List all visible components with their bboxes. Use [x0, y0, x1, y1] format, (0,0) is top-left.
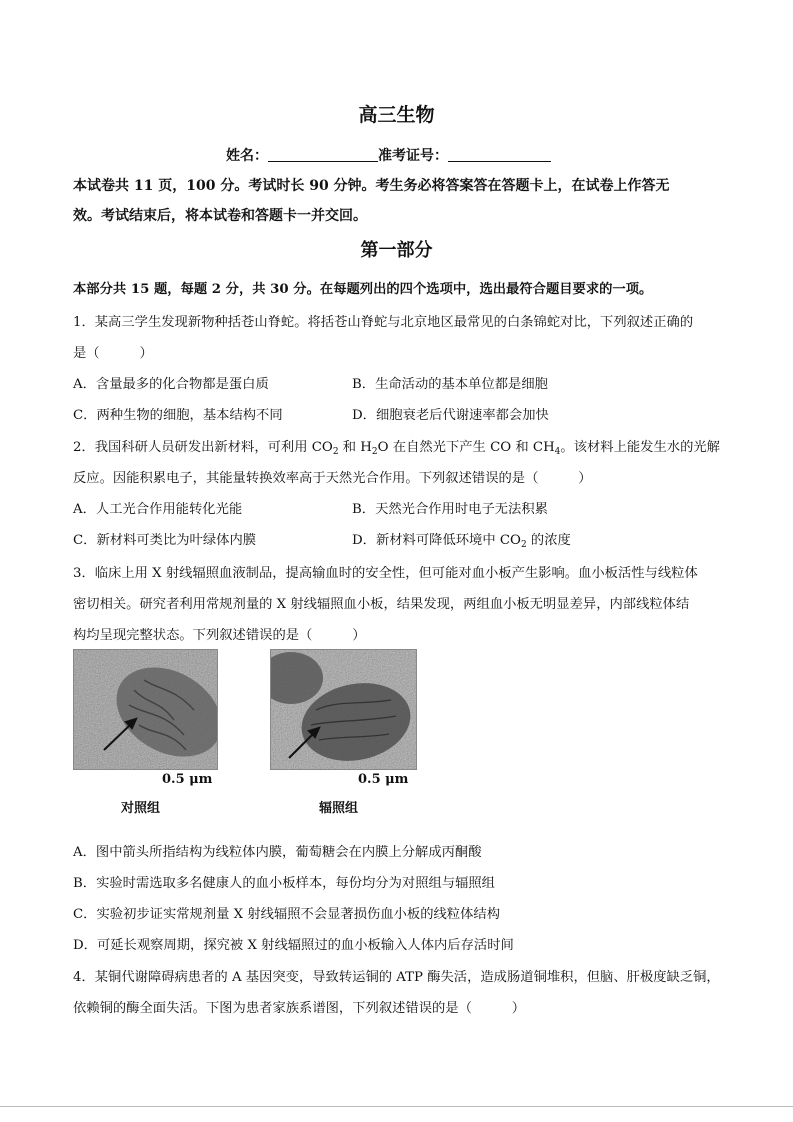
- micrograph-control: [73, 649, 218, 770]
- q2-option-a: A．人工光合作用能转化光能: [73, 502, 243, 517]
- q3-stem-line3: 构均呈现完整状态。下列叙述错误的是（ ）: [73, 628, 366, 643]
- q2-sub-1: 2: [332, 447, 339, 457]
- q1-stem-line1: 1．某高三学生发现新物种括苍山脊蛇。将括苍山脊蛇与北京地区最常见的白条锦蛇对比，下列叙述正确的: [73, 315, 694, 330]
- q1-option-c: C．两种生物的细胞，基本结构不同: [73, 408, 283, 423]
- caption-irradiated: 辐照组: [319, 801, 359, 816]
- micrograph-irradiated: [270, 649, 417, 770]
- q4-stem-line2: 依赖铜的酶全面失活。下图为患者家族系谱图，下列叙述错误的是（ ）: [73, 1001, 526, 1016]
- q2-option-b: B．天然光合作用时电子无法积累: [352, 502, 548, 517]
- instructions-line2: 效。考试结束后，将本试卷和答题卡一并交回。: [73, 208, 367, 224]
- micrograph-control-image: [74, 650, 217, 769]
- instructions-line1: 本试卷共 11 页，100 分。考试时长 90 分钟。考生务必将答案答在答题卡上，在试卷上作答无: [73, 178, 670, 194]
- q2-text-c: O 在自然光下产生 CO 和 CH: [377, 440, 555, 455]
- scale-bar-control: 0.5 μm: [162, 772, 213, 787]
- part-intro: 本部分共 15 题，每题 2 分，共 30 分。在每题列出的四个选项中，选出最符合题目要求的一项。: [73, 282, 653, 297]
- q1-option-b: B．生命活动的基本单位都是细胞: [352, 377, 548, 392]
- q3-option-c: C．实验初步证实常规剂量 X 射线辐照不会显著损伤血小板的线粒体结构: [73, 907, 500, 922]
- q2-option-c: C．新材料可类比为叶绿体内膜: [73, 533, 257, 548]
- exam-no-label: 准考证号：: [378, 148, 448, 164]
- q1-option-a: A．含量最多的化合物都是蛋白质: [73, 377, 269, 392]
- name-row: [226, 145, 551, 165]
- exam-no-blank: [448, 147, 551, 162]
- q2-sub-3: 4: [554, 447, 561, 457]
- q3-option-b: B．实验时需选取多名健康人的血小板样本，每份均分为对照组与辐照组: [73, 876, 495, 891]
- page-footer-divider: [0, 1106, 793, 1107]
- scale-bar-irradiated: 0.5 μm: [358, 772, 409, 787]
- q2-text-d: 。该材料上能发生水的光解: [560, 440, 720, 455]
- q2-sub-2: 2: [371, 447, 378, 457]
- q2-text-b: 和 H: [338, 440, 372, 455]
- q2-option-d-text-a: D．新材料可降低环境中 CO: [352, 533, 521, 548]
- q2-option-d: [352, 529, 571, 548]
- q2-stem-line1: [73, 436, 720, 455]
- q2-stem-line2: 反应。因能积累电子，其能量转换效率高于天然光合作用。下列叙述错误的是（ ）: [73, 471, 592, 486]
- q1-option-d: D．细胞衰老后代谢速率都会加快: [352, 408, 549, 423]
- q1-stem-line2: 是（ ）: [73, 346, 153, 361]
- caption-control: 对照组: [121, 801, 161, 816]
- q3-option-a: A．图中箭头所指结构为线粒体内膜，葡萄糖会在内膜上分解成丙酮酸: [73, 845, 482, 860]
- q4-stem-line1: 4．某铜代谢障碍病患者的 A 基因突变，导致转运铜的 ATP 酶失活，造成肠道铜堆积，但脑、肝极度缺乏铜，: [73, 970, 720, 985]
- part-heading: 第一部分: [360, 240, 433, 261]
- q3-stem-line2: 密切相关。研究者利用常规剂量的 X 射线辐照血小板，结果发现，两组血小板无明显差异，内部线粒体结: [73, 597, 690, 612]
- q2-text-a: 2．我国科研人员研发出新材料，可利用 CO: [73, 440, 333, 455]
- micrograph-irradiated-image: [271, 650, 416, 769]
- page-title: 高三生物: [358, 104, 435, 126]
- q2-option-d-sub: 2: [520, 540, 527, 550]
- name-blank: [268, 147, 378, 162]
- q2-option-d-text-b: 的浓度: [526, 533, 571, 548]
- name-label: 姓名：: [226, 148, 268, 164]
- q3-stem-line1: 3．临床上用 X 射线辐照血液制品，提高输血时的安全性，但可能对血小板产生影响。血小板活性与线粒体: [73, 566, 698, 581]
- q3-option-d: D．可延长观察周期，探究被 X 射线辐照过的血小板输入人体内后存活时间: [73, 938, 514, 953]
